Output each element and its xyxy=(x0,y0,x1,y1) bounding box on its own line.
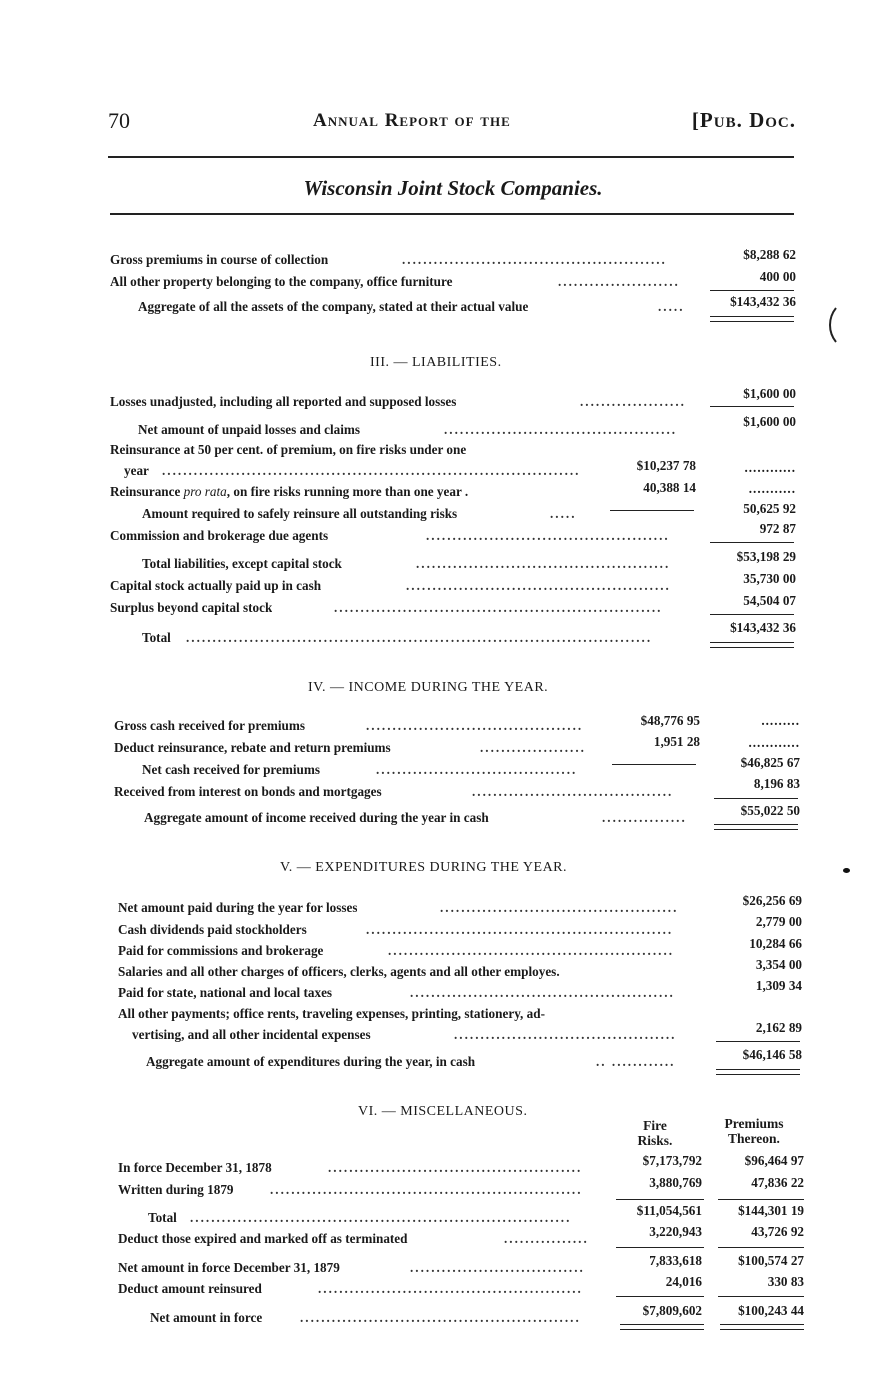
leader-dots: ............................................ xyxy=(444,422,678,437)
expenditures-row: Net amount paid during the year for losses ............................................. xyxy=(118,900,698,920)
leader-dots: .................... xyxy=(580,394,686,409)
liabilities-value: $1,600 00 xyxy=(743,414,796,429)
sum-rule xyxy=(716,1041,800,1042)
liabilities-row: Reinsurance pro rata, on fire risks running more than one year . xyxy=(110,484,469,499)
expenditures-row: Paid for state, national and local taxes .................................................. xyxy=(118,985,698,1005)
misc-premium-value: $144,301 19 xyxy=(738,1203,804,1218)
liabilities-value: ........... xyxy=(748,481,796,496)
assets-value: $8,288 62 xyxy=(743,247,796,262)
leader-dots: ......................................... xyxy=(366,718,584,733)
expenditures-value: 2,162 89 xyxy=(755,1020,802,1035)
leader-dots: ................ xyxy=(504,1231,589,1246)
misc-premium-value: $100,574 27 xyxy=(738,1253,804,1268)
sum-rule xyxy=(710,614,794,615)
leader-dots: ................................. xyxy=(410,1260,585,1275)
document-label: [Pub. Doc. xyxy=(691,108,796,132)
leader-dots: .......................................................... xyxy=(366,922,674,937)
expenditures-total-row: Aggregate amount of expenditures during the year, in cash .. ............ xyxy=(146,1054,698,1074)
liabilities-row: Amount required to safely reinsure all outstanding risks ..... xyxy=(142,506,602,526)
expenditures-row: Cash dividends paid stockholders .......................................................... xyxy=(118,922,698,942)
expenditures-value: 1,309 34 xyxy=(755,978,802,993)
leader-dots: .............................................. xyxy=(426,528,670,543)
liabilities-total-value: $143,432 36 xyxy=(730,620,796,635)
misc-premium-value: $96,464 97 xyxy=(744,1153,804,1168)
sum-rule xyxy=(710,406,794,407)
expenditures-value: 2,779 00 xyxy=(755,914,802,929)
sum-rule xyxy=(616,1296,704,1297)
misc-fire-total: $7,809,602 xyxy=(642,1303,702,1318)
double-rule xyxy=(720,1324,804,1330)
misc-premium-total: $100,243 44 xyxy=(738,1303,804,1318)
income-row: Received from interest on bonds and mortgages ...................................... xyxy=(114,784,694,804)
misc-fire-value: $7,173,792 xyxy=(642,1153,702,1168)
leader-dots: .................................................. xyxy=(406,578,671,593)
misc-premium-value: 330 83 xyxy=(767,1274,804,1289)
misc-row: In force December 31, 1878 ................................................ xyxy=(118,1160,602,1180)
income-row: Gross cash received for premiums ......................................... xyxy=(114,718,598,738)
sum-rule xyxy=(616,1199,704,1200)
liabilities-heading: III. — LIABILITIES. xyxy=(370,355,502,370)
income-subvalue: 1,951 28 xyxy=(653,734,700,749)
income-value: 8,196 83 xyxy=(753,776,800,791)
leader-dots: ....................... xyxy=(558,274,680,289)
leader-dots: ...................................... xyxy=(472,784,674,799)
liabilities-row: Net amount of unpaid losses and claims ............................................ xyxy=(138,422,690,442)
double-rule xyxy=(620,1324,704,1330)
sum-rule xyxy=(718,1296,804,1297)
liabilities-value: 972 87 xyxy=(759,521,796,536)
assets-total-row: Aggregate of all the assets of the company, stated at their actual value ..... xyxy=(138,299,690,319)
liabilities-total-row: Total ........................................................................................ xyxy=(142,630,690,650)
double-rule xyxy=(716,1069,800,1075)
misc-fire-value: 7,833,618 xyxy=(649,1253,702,1268)
leader-dots: ...................................................... xyxy=(388,943,675,958)
assets-row: All other property belonging to the company, office furniture ....................... xyxy=(110,274,690,294)
page-number: 70 xyxy=(108,108,130,133)
page-header xyxy=(108,108,798,138)
liabilities-value: 50,625 92 xyxy=(743,501,796,516)
liabilities-subvalue: $10,237 78 xyxy=(636,458,696,473)
liabilities-value: $53,198 29 xyxy=(736,549,796,564)
leader-dots: .................................................. xyxy=(410,985,675,1000)
leader-dots: ............................................. xyxy=(440,900,679,915)
leader-dots: ..... xyxy=(658,299,685,314)
section-subtitle: Wisconsin Joint Stock Companies. xyxy=(303,176,603,200)
sum-rule xyxy=(710,542,794,543)
expenditures-value: $26,256 69 xyxy=(742,893,802,908)
sum-rule xyxy=(616,1247,704,1248)
running-title: Annual Report of the xyxy=(313,110,511,131)
expenditures-total-value: $46,146 58 xyxy=(742,1047,802,1062)
header-rule xyxy=(108,156,794,158)
col-head-premiums: Premiums Thereon. xyxy=(724,1116,784,1146)
leader-dots: ...................................... xyxy=(376,762,578,777)
income-total-row: Aggregate amount of income received during the year in cash ................ xyxy=(144,810,696,830)
leader-dots: ................................................ xyxy=(328,1160,583,1175)
misc-row: Net amount in force December 31, 1879 ................................. xyxy=(118,1260,602,1280)
leader-dots: ........................................................................ xyxy=(190,1210,572,1225)
leader-dots: ................ xyxy=(602,810,687,825)
income-value: ............ xyxy=(748,735,800,750)
liabilities-value: ............ xyxy=(744,460,796,475)
leader-dots: .................................................. xyxy=(402,252,667,267)
misc-fire-value: 3,880,769 xyxy=(649,1175,702,1190)
misc-row: Deduct those expired and marked off as terminated ................ xyxy=(118,1231,602,1251)
sum-rule xyxy=(718,1247,804,1248)
income-subvalue: $48,776 95 xyxy=(640,713,700,728)
expenditures-value: 3,354 00 xyxy=(755,957,802,972)
leader-dots: .................... xyxy=(480,740,586,755)
expenditures-heading: V. — EXPENDITURES DURING THE YEAR. xyxy=(280,860,568,875)
expenditures-row: All other payments; office rents, traveling expenses, printing, stationery, ad- xyxy=(118,1006,545,1021)
liabilities-value: 54,504 07 xyxy=(743,593,796,608)
leader-dots: ................................................ xyxy=(416,556,671,571)
leader-dots: ........................................................................................ xyxy=(186,630,653,645)
leader-dots: ........................................................... xyxy=(270,1182,583,1197)
margin-bracket-mark xyxy=(822,306,842,346)
misc-premium-value: 47,836 22 xyxy=(751,1175,804,1190)
sum-rule xyxy=(718,1199,804,1200)
liabilities-value: $1,600 00 xyxy=(743,386,796,401)
misc-fire-value: 24,016 xyxy=(665,1274,702,1289)
income-row: Net cash received for premiums ...................................... xyxy=(142,762,598,782)
leader-dots: .................................................. xyxy=(318,1281,583,1296)
expenditures-value: 10,284 66 xyxy=(749,936,802,951)
col-head-fire-risks: Fire Risks. xyxy=(637,1118,673,1148)
misc-total-row: Net amount in force ..................................................... xyxy=(150,1310,602,1330)
assets-row: Gross premiums in course of collection .................................................. xyxy=(110,252,690,272)
expenditures-row: Paid for commissions and brokerage ...................................................... xyxy=(118,943,698,963)
expenditures-row: vertising, and all other incidental expenses .......................................... xyxy=(132,1027,698,1047)
double-rule xyxy=(710,642,794,648)
leader-dots: .............................................................. xyxy=(334,600,663,615)
misc-fire-value: $11,054,561 xyxy=(636,1203,702,1218)
liabilities-value: 35,730 00 xyxy=(743,571,796,586)
misc-row: Total ........................................................................ xyxy=(148,1210,602,1230)
sum-rule xyxy=(714,798,798,799)
leader-dots: ..................................................... xyxy=(300,1310,581,1325)
double-rule xyxy=(710,316,794,322)
leader-dots: .. ............ xyxy=(596,1054,676,1069)
assets-total-value: $143,432 36 xyxy=(730,294,796,309)
income-heading: IV. — INCOME DURING THE YEAR. xyxy=(308,680,549,695)
liabilities-row: Reinsurance at 50 per cent. of premium, on fire risks under one xyxy=(110,442,467,457)
income-total-value: $55,022 50 xyxy=(740,803,800,818)
leader-dots: .......................................... xyxy=(454,1027,677,1042)
liabilities-row: Total liabilities, except capital stock ................................................ xyxy=(142,556,690,576)
misc-heading: VI. — MISCELLANEOUS. xyxy=(358,1104,528,1119)
liabilities-subvalue: 40,388 14 xyxy=(643,480,696,495)
income-value: ......... xyxy=(761,713,800,728)
double-rule xyxy=(714,824,798,830)
sum-rule xyxy=(710,290,794,291)
misc-row: Deduct amount reinsured .................................................. xyxy=(118,1281,602,1301)
leader-dots: ..... xyxy=(550,506,577,521)
ink-dot-mark xyxy=(843,868,850,873)
liabilities-row: Capital stock actually paid up in cash .................................................. xyxy=(110,578,690,598)
liabilities-row: Commission and brokerage due agents .............................................. xyxy=(110,528,690,548)
leader-dots: ............................................................................... xyxy=(162,463,581,478)
income-row: Deduct reinsurance, rebate and return premiums .................... xyxy=(114,740,598,760)
subtitle-rule xyxy=(110,213,794,215)
liabilities-row: Surplus beyond capital stock .............................................................. xyxy=(110,600,690,620)
liabilities-row: year ............................................................................... xyxy=(124,463,604,483)
sum-rule xyxy=(610,510,694,511)
liabilities-row: Losses unadjusted, including all reported and supposed losses .................... xyxy=(110,394,690,414)
misc-premium-value: 43,726 92 xyxy=(751,1224,804,1239)
assets-value: 400 00 xyxy=(759,269,796,284)
misc-fire-value: 3,220,943 xyxy=(649,1224,702,1239)
expenditures-row: Salaries and all other charges of officers, clerks, agents and all other employes. xyxy=(118,964,560,979)
sum-rule xyxy=(612,764,696,765)
income-value: $46,825 67 xyxy=(740,755,800,770)
misc-row: Written during 1879 ........................................................... xyxy=(118,1182,602,1202)
